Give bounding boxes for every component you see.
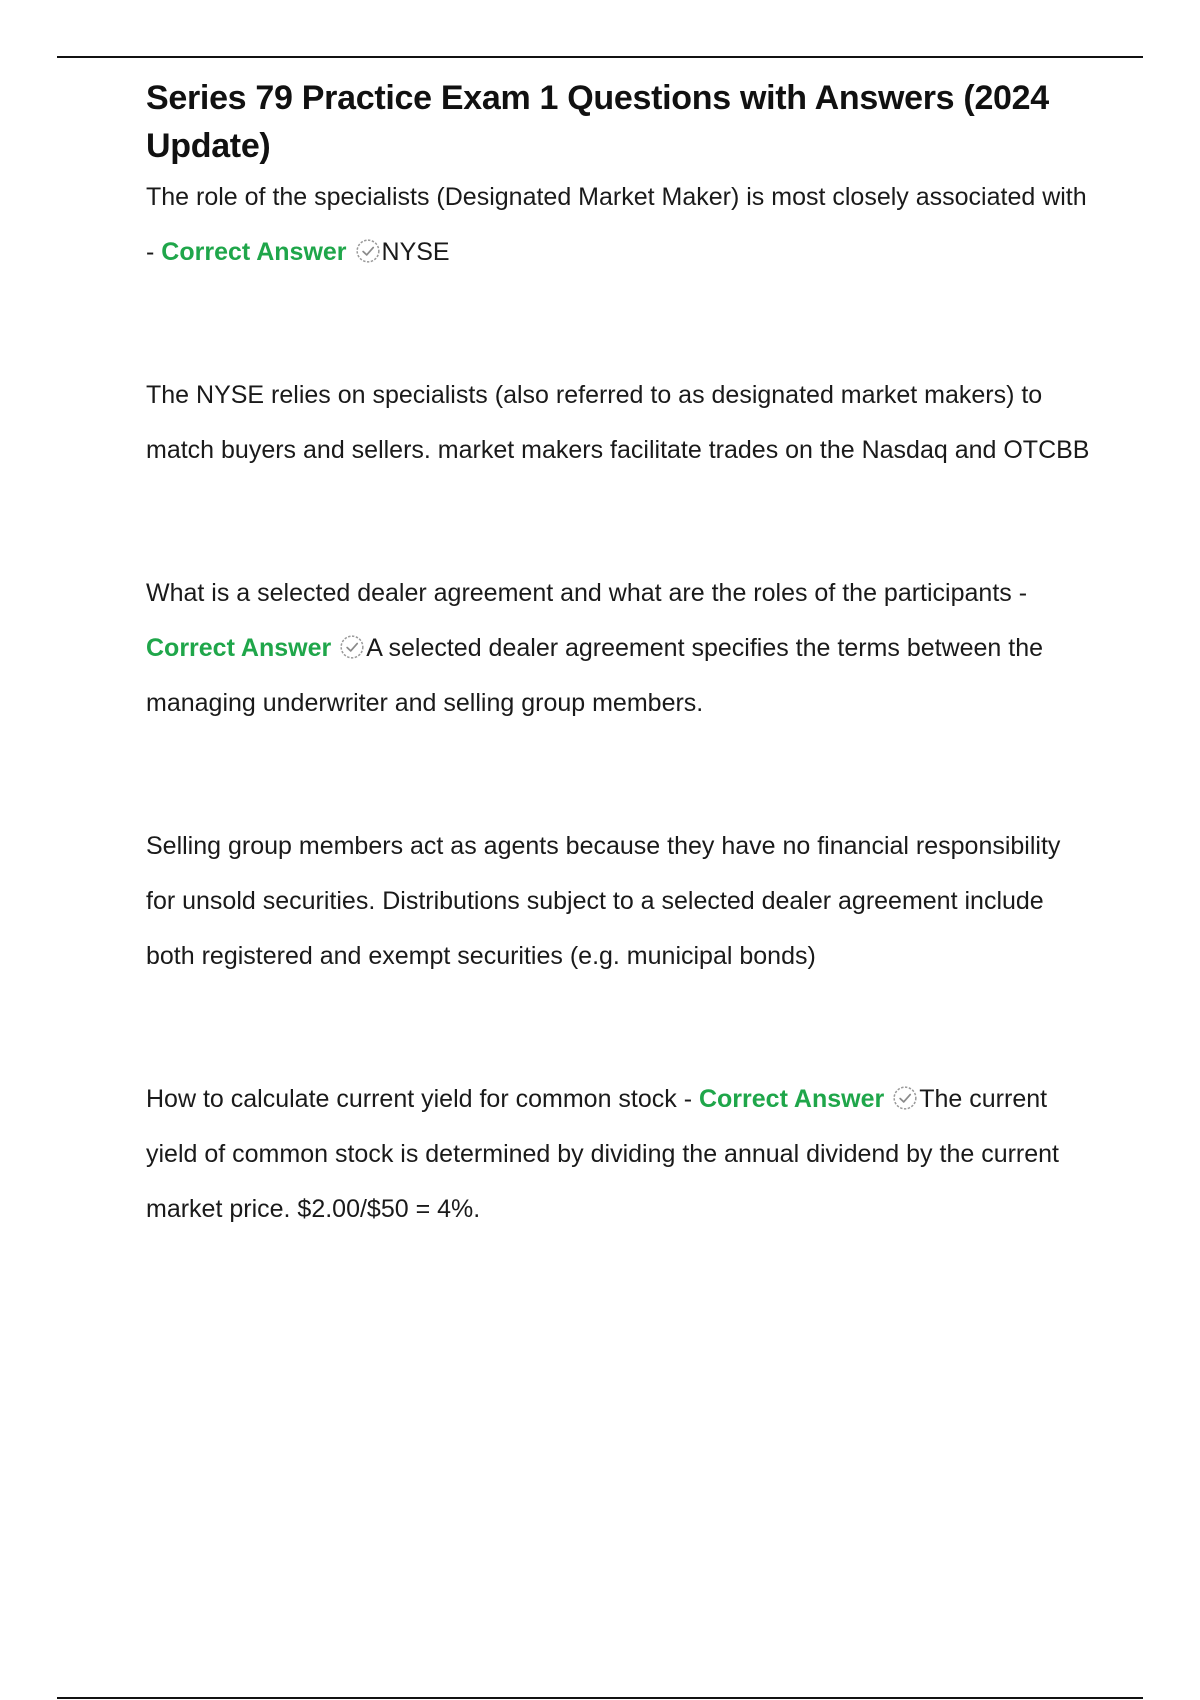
answer-text: NYSE [381,238,450,266]
explanation-1: The NYSE relies on specialists (also referred to as designated market makers) to match buyers and sellers. market makers facilitate trades on the Nasdaq and OTCBB [146,381,1090,464]
answer-text: The current yield of common stock is determined by dividing the annual dividend by the current market price. $2.00/$50 = 4%. [146,1085,1060,1223]
answer-text: A selected dealer agreement specifies the terms between the managing underwriter and selling group members. [146,634,1044,717]
check-badge-icon [355,238,381,264]
top-rule [57,56,1143,58]
question-text: The role of the specialists (Designated Market Maker) is most closely associated with - [146,183,1087,266]
check-badge-icon [892,1085,918,1111]
correct-answer-label: Correct Answer [161,238,347,266]
question-text: What is a selected dealer agreement and what are the roles of the participants - [146,579,1028,607]
qa-item-1 [146,170,1096,280]
explanation-2: Selling group members act as agents because they have no financial responsibility for unsold securities. Distributions subject to a selected dealer agreement include both registered and exempt securities (e.g. municipal bonds) [146,832,1061,970]
question-text: How to calculate current yield for common stock - [146,1085,699,1113]
qa-item-3 [146,1072,1096,1237]
correct-answer-label: Correct Answer [146,634,332,662]
qa-item-2 [146,566,1096,731]
bottom-rule [57,1697,1143,1699]
correct-answer-label: Correct Answer [698,1085,885,1113]
check-badge-icon [339,634,365,660]
page-title: Series 79 Practice Exam 1 Questions with Answers (2024 Update) [146,79,1049,165]
document-body [146,74,1096,1237]
